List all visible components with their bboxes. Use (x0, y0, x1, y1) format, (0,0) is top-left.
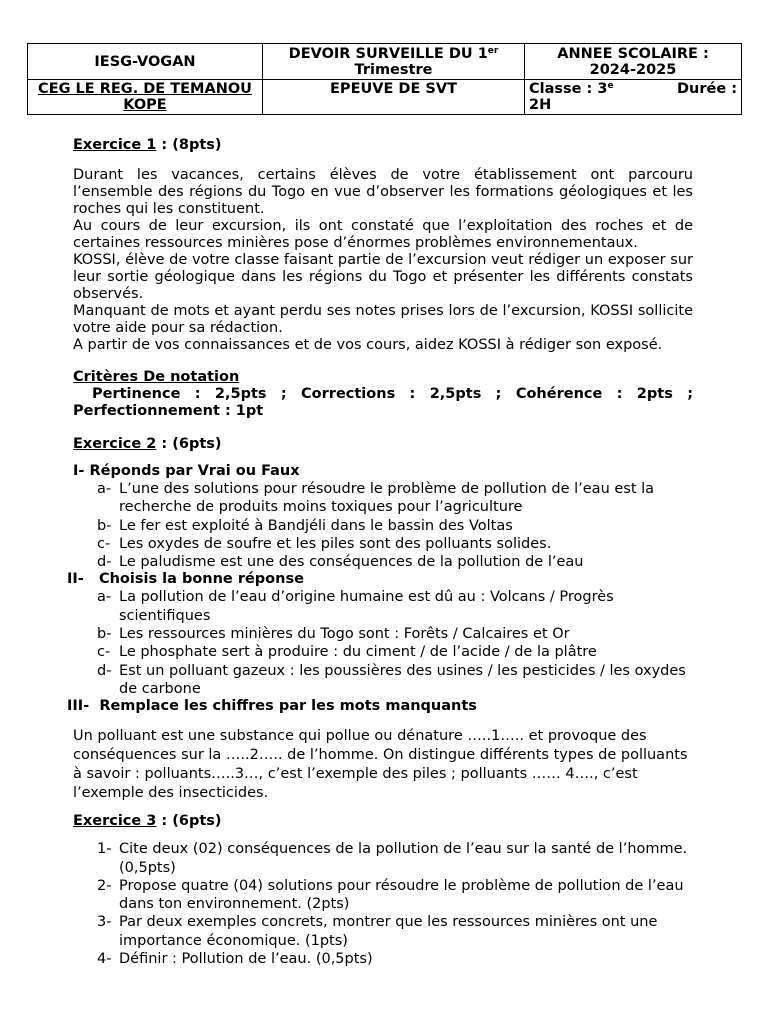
exercise-1-paragraph: Durant les vacances, certains élèves de votre établissement ont parcouru l’ensemble des régions du Togo en vue d’observer les formations géologiques et les roches qui les constituent. (73, 167, 693, 217)
exercise-2-title: Exercice 2 : (6pts) (73, 436, 222, 452)
criteria-title: Critères De notation (73, 369, 240, 385)
ceg-name: CEG LE REG. DE TEMANOU KOPE (28, 80, 263, 115)
fill-in-text: Un polluant est une substance qui pollue ou dénature …..1….. et provoque des conséquences sur la …..2….. de l’homme. On distingue différents types de polluants à savoir : polluants…..3…, c’est l’exemple des piles ; polluants …… 4…., c’est l’exemple des insecticides. (73, 728, 688, 802)
header-table (27, 43, 742, 115)
list-item: c- Les oxydes de soufre et les piles sont des polluants solides. (97, 535, 552, 552)
true-false-list (73, 480, 693, 571)
exercise-3-title: Exercice 3 : (6pts) (73, 813, 222, 830)
section-heading: II- Choisis la bonne réponse (67, 571, 304, 588)
question-item: 2- Propose quatre (04) solutions pour résoudre le problème de pollution de l’eau dans ton environnement. (2pts) (97, 877, 684, 913)
subject-title: EPEUVE DE SVT (263, 80, 525, 115)
question-item: 3- Par deux exemples concrets, montrer que les ressources minières ont une importance économique. (1pts) (97, 914, 658, 949)
exercise-1-paragraph: A partir de vos connaissances et de vos cours, aidez KOSSI à rédiger son exposé. (73, 337, 663, 353)
question-item: 1- Cite deux (02) conséquences de la pollution de l’eau sur la santé de l’homme. (0,5pts) (97, 841, 688, 876)
list-item: d- Le paludisme est une des conséquences de la pollution de l’eau (97, 554, 584, 571)
exam-body (67, 137, 693, 968)
criteria-line: Pertinence : 2,5pts ; Corrections : 2,5pts ; Cohérence : 2pts ; (92, 386, 693, 402)
list-item: d- Est un polluant gazeux : les poussières des usines / les pesticides / les oxydes de carbone (97, 662, 686, 697)
list-item: c- Le phosphate sert à produire : du ciment / de l’acide / de la plâtre (97, 644, 597, 661)
exercise-1-paragraph: Manquant de mots et ayant perdu ses notes prises lors de l’excursion, KOSSI sollicite votre aide pour sa rédaction. (73, 303, 693, 336)
exam-title: DEVOIR SURVEILLE DU 1er Trimestre (263, 44, 525, 80)
question-list (73, 840, 693, 968)
criteria-line: Perfectionnement : 1pt (73, 403, 264, 419)
list-item: a- L’une des solutions pour résoudre le problème de pollution de l’eau est la recherche de produits moins toxiques pour l’agriculture (97, 481, 655, 516)
multiple-choice-list (73, 588, 693, 698)
exercise-1-paragraph: KOSSI, élève de votre classe faisant partie de l’excursion veut rédiger un exposer sur leur sortie géologique dans les régions du Togo et présenter les différents constats observés. (73, 252, 693, 302)
school-year: ANNEE SCOLAIRE : 2024-2025 (525, 44, 742, 80)
list-item: b- Les ressources minières du Togo sont : Forêts / Calcaires et Or (97, 626, 570, 643)
section-heading: III- Remplace les chiffres par les mots manquants (67, 698, 477, 715)
class-duration: Classe : 3e Durée : 2H (525, 80, 742, 115)
section-heading: I- Réponds par Vrai ou Faux (73, 463, 300, 479)
list-item: b- Le fer est exploité à Bandjéli dans le bassin des Voltas (97, 517, 513, 534)
exercise-1-title: Exercice 1 : (8pts) (73, 137, 222, 153)
school-name: IESG-VOGAN (28, 44, 263, 80)
question-item: 4- Définir : Pollution de l’eau. (0,5pts) (97, 951, 373, 968)
exercise-1-paragraph: Au cours de leur excursion, ils ont constaté que l’exploitation des roches et de certaines ressources minières pose d’énormes problèmes environnementaux. (73, 218, 693, 251)
list-item: a- La pollution de l’eau d’origine humaine est dû au : Volcans / Progrès scientifiques (97, 589, 614, 624)
